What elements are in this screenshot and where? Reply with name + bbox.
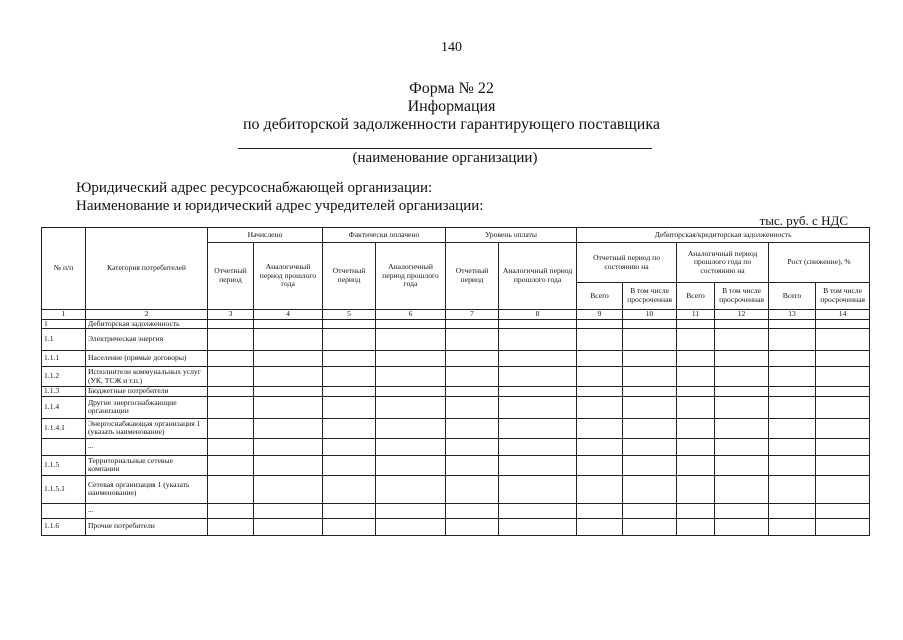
empty-cell: [376, 396, 446, 418]
empty-cell: [677, 351, 715, 367]
empty-cell: [677, 319, 715, 329]
empty-cell: [677, 438, 715, 455]
empty-cell: [769, 503, 816, 518]
legal-address-label: Юридический адрес ресурсоснабжающей организации:: [76, 180, 433, 196]
empty-cell: [499, 438, 577, 455]
empty-cell: [208, 351, 254, 367]
header-rp-total: Всего: [577, 283, 623, 310]
row-category: Другие энергоснабжающие организации: [86, 396, 208, 418]
table-row: [42, 438, 870, 455]
row-category: ...: [86, 438, 208, 455]
empty-cell: [254, 438, 323, 455]
empty-cell: [499, 367, 577, 387]
header-category: Категория потребителей: [86, 228, 208, 310]
empty-cell: [323, 518, 376, 535]
empty-cell: [577, 418, 623, 438]
empty-cell: [376, 319, 446, 329]
header-rp-overdue: В том числе просроченная: [623, 283, 677, 310]
founders-address-label: Наименование и юридический адрес учредителей организации:: [76, 198, 484, 214]
header-payment-level: Уровень оплаты: [446, 228, 577, 243]
empty-cell: [769, 319, 816, 329]
empty-cell: [715, 518, 769, 535]
header-growth-total: Всего: [769, 283, 816, 310]
empty-cell: [208, 329, 254, 351]
empty-cell: [254, 503, 323, 518]
col-number: 12: [715, 310, 769, 320]
empty-cell: [254, 475, 323, 503]
empty-cell: [577, 455, 623, 475]
empty-cell: [323, 396, 376, 418]
empty-cell: [323, 438, 376, 455]
empty-cell: [677, 518, 715, 535]
empty-cell: [577, 518, 623, 535]
empty-cell: [208, 418, 254, 438]
header-paid-prev: Аналогичный период прошлого года: [376, 243, 446, 310]
empty-cell: [499, 518, 577, 535]
empty-cell: [254, 518, 323, 535]
form-header: [0, 80, 903, 134]
empty-cell: [715, 387, 769, 397]
empty-cell: [376, 455, 446, 475]
empty-cell: [499, 329, 577, 351]
col-number: 10: [623, 310, 677, 320]
empty-cell: [769, 438, 816, 455]
empty-cell: [499, 475, 577, 503]
empty-cell: [769, 351, 816, 367]
col-number: 8: [499, 310, 577, 320]
empty-cell: [677, 455, 715, 475]
empty-cell: [577, 351, 623, 367]
empty-cell: [446, 319, 499, 329]
col-number: 9: [577, 310, 623, 320]
empty-cell: [577, 387, 623, 397]
row-category: Исполнители коммунальных услуг (УК, ТСЖ и т.п.): [86, 367, 208, 387]
empty-cell: [499, 319, 577, 329]
row-category: Территориальные сетевые компании: [86, 455, 208, 475]
empty-cell: [254, 319, 323, 329]
col-number: 2: [86, 310, 208, 320]
empty-cell: [677, 329, 715, 351]
table-body: [42, 319, 870, 535]
col-number: 7: [446, 310, 499, 320]
empty-cell: [446, 438, 499, 455]
empty-cell: [715, 503, 769, 518]
empty-cell: [376, 518, 446, 535]
empty-cell: [677, 396, 715, 418]
empty-cell: [446, 329, 499, 351]
empty-cell: [769, 455, 816, 475]
empty-cell: [623, 475, 677, 503]
table-row: [42, 418, 870, 438]
empty-cell: [323, 503, 376, 518]
empty-cell: [715, 438, 769, 455]
row-category: Дебиторская задолженность: [86, 319, 208, 329]
row-number: 1: [42, 319, 86, 329]
table-row: [42, 387, 870, 397]
empty-cell: [623, 438, 677, 455]
table-row: [42, 396, 870, 418]
col-number: 1: [42, 310, 86, 320]
empty-cell: [208, 518, 254, 535]
empty-cell: [323, 387, 376, 397]
header-level-prev: Аналогичный период прошлого года: [499, 243, 577, 310]
empty-cell: [499, 351, 577, 367]
empty-cell: [254, 351, 323, 367]
empty-cell: [623, 351, 677, 367]
col-number: 4: [254, 310, 323, 320]
row-number: 1.1.2: [42, 367, 86, 387]
empty-cell: [623, 455, 677, 475]
page-number: 140: [441, 40, 462, 55]
empty-cell: [677, 418, 715, 438]
empty-cell: [816, 319, 870, 329]
empty-cell: [323, 475, 376, 503]
empty-cell: [623, 319, 677, 329]
empty-cell: [677, 367, 715, 387]
empty-cell: [446, 387, 499, 397]
header-accrued-reporting: Отчетный период: [208, 243, 254, 310]
row-number: 1.1.5.1: [42, 475, 86, 503]
col-number: 13: [769, 310, 816, 320]
table-row: [42, 319, 870, 329]
empty-cell: [499, 418, 577, 438]
header-prev-total: Всего: [677, 283, 715, 310]
empty-cell: [715, 367, 769, 387]
empty-cell: [623, 503, 677, 518]
row-category: ...: [86, 503, 208, 518]
empty-cell: [677, 387, 715, 397]
empty-cell: [816, 455, 870, 475]
empty-cell: [446, 475, 499, 503]
form-number: Форма № 22: [409, 80, 494, 97]
empty-cell: [208, 455, 254, 475]
form-subtitle: Информация: [407, 98, 496, 115]
col-number: 11: [677, 310, 715, 320]
empty-cell: [323, 455, 376, 475]
row-category: Сетевая организация 1 (указать наименование): [86, 475, 208, 503]
col-number: 3: [208, 310, 254, 320]
empty-cell: [715, 319, 769, 329]
empty-cell: [376, 503, 446, 518]
empty-cell: [816, 367, 870, 387]
row-number: 1.1.3: [42, 387, 86, 397]
empty-cell: [254, 329, 323, 351]
empty-cell: [446, 396, 499, 418]
empty-cell: [715, 418, 769, 438]
empty-cell: [254, 387, 323, 397]
empty-cell: [769, 396, 816, 418]
empty-cell: [816, 438, 870, 455]
empty-cell: [208, 503, 254, 518]
empty-cell: [715, 396, 769, 418]
col-number: 5: [323, 310, 376, 320]
empty-cell: [208, 438, 254, 455]
empty-cell: [816, 475, 870, 503]
empty-cell: [623, 367, 677, 387]
units-label: тыс. руб. с НДС: [759, 213, 848, 228]
empty-cell: [446, 367, 499, 387]
header-level-reporting: Отчетный период: [446, 243, 499, 310]
table-row: [42, 367, 870, 387]
table-row: [42, 455, 870, 475]
empty-cell: [323, 319, 376, 329]
empty-cell: [376, 418, 446, 438]
empty-cell: [499, 455, 577, 475]
empty-cell: [577, 503, 623, 518]
empty-cell: [446, 418, 499, 438]
empty-cell: [769, 475, 816, 503]
empty-cell: [376, 438, 446, 455]
empty-cell: [254, 455, 323, 475]
empty-cell: [208, 396, 254, 418]
table-row: [42, 475, 870, 503]
empty-cell: [376, 351, 446, 367]
form-description: по дебиторской задолженности гарантирующего поставщика: [242, 116, 660, 133]
empty-cell: [446, 503, 499, 518]
table-row: [42, 329, 870, 351]
empty-cell: [376, 475, 446, 503]
header-paid: Фактически оплачено: [323, 228, 446, 243]
empty-cell: [499, 503, 577, 518]
empty-cell: [254, 418, 323, 438]
empty-cell: [577, 438, 623, 455]
empty-cell: [816, 351, 870, 367]
header-rp-as-of: Отчетный период по состоянию на: [577, 243, 677, 283]
empty-cell: [323, 367, 376, 387]
row-category: Бюджетные потребители: [86, 387, 208, 397]
empty-cell: [715, 455, 769, 475]
empty-cell: [769, 329, 816, 351]
header-accrued-prev: Аналогичный период прошлого года: [254, 243, 323, 310]
row-number: 1.1.6: [42, 518, 86, 535]
row-number: [42, 503, 86, 518]
empty-cell: [499, 396, 577, 418]
empty-cell: [677, 503, 715, 518]
empty-cell: [677, 475, 715, 503]
empty-cell: [376, 387, 446, 397]
empty-cell: [816, 387, 870, 397]
row-number: 1.1.4: [42, 396, 86, 418]
header-paid-reporting: Отчетный период: [323, 243, 376, 310]
col-number: 14: [816, 310, 870, 320]
empty-cell: [254, 396, 323, 418]
empty-cell: [816, 518, 870, 535]
col-number: 6: [376, 310, 446, 320]
table-row: [42, 518, 870, 535]
row-category: Прочие потребители: [86, 518, 208, 535]
empty-cell: [208, 319, 254, 329]
empty-cell: [769, 518, 816, 535]
header-growth-overdue: В том числе просроченная: [816, 283, 870, 310]
table-row: [42, 351, 870, 367]
header-prev-as-of: Аналогичный период прошлого года по состоянию на: [677, 243, 769, 283]
empty-cell: [623, 387, 677, 397]
empty-cell: [623, 418, 677, 438]
empty-cell: [816, 503, 870, 518]
header-debt: Дебиторская/кредиторская задолженность: [577, 228, 870, 243]
header-prev-overdue: В том числе просроченная: [715, 283, 769, 310]
header-growth: Рост (снижение), %: [769, 243, 870, 283]
empty-cell: [446, 455, 499, 475]
row-category: Энергоснабжающая организация 1 (указать наименование): [86, 418, 208, 438]
empty-cell: [577, 396, 623, 418]
row-number: 1.1.5: [42, 455, 86, 475]
receivables-table: [41, 227, 870, 536]
empty-cell: [769, 367, 816, 387]
empty-cell: [577, 319, 623, 329]
empty-cell: [715, 351, 769, 367]
row-category: Электрическая энергия: [86, 329, 208, 351]
row-category: Население (прямые договоры): [86, 351, 208, 367]
empty-cell: [715, 329, 769, 351]
header-accrued: Начислено: [208, 228, 323, 243]
empty-cell: [323, 329, 376, 351]
empty-cell: [323, 418, 376, 438]
empty-cell: [208, 367, 254, 387]
empty-cell: [208, 387, 254, 397]
org-name-underline: [238, 148, 652, 149]
row-number: 1.1: [42, 329, 86, 351]
empty-cell: [208, 475, 254, 503]
empty-cell: [499, 387, 577, 397]
header-num: № п/п: [42, 228, 86, 310]
empty-cell: [623, 396, 677, 418]
empty-cell: [577, 475, 623, 503]
empty-cell: [577, 367, 623, 387]
empty-cell: [769, 387, 816, 397]
empty-cell: [446, 351, 499, 367]
empty-cell: [623, 518, 677, 535]
empty-cell: [816, 418, 870, 438]
empty-cell: [323, 351, 376, 367]
empty-cell: [577, 329, 623, 351]
row-number: [42, 438, 86, 455]
empty-cell: [816, 396, 870, 418]
row-number: 1.1.4.1: [42, 418, 86, 438]
empty-cell: [623, 329, 677, 351]
empty-cell: [376, 367, 446, 387]
empty-cell: [715, 475, 769, 503]
empty-cell: [254, 367, 323, 387]
empty-cell: [376, 329, 446, 351]
row-number: 1.1.1: [42, 351, 86, 367]
empty-cell: [816, 329, 870, 351]
empty-cell: [446, 518, 499, 535]
table-row: [42, 503, 870, 518]
empty-cell: [769, 418, 816, 438]
org-name-caption: (наименование организации): [352, 150, 538, 166]
